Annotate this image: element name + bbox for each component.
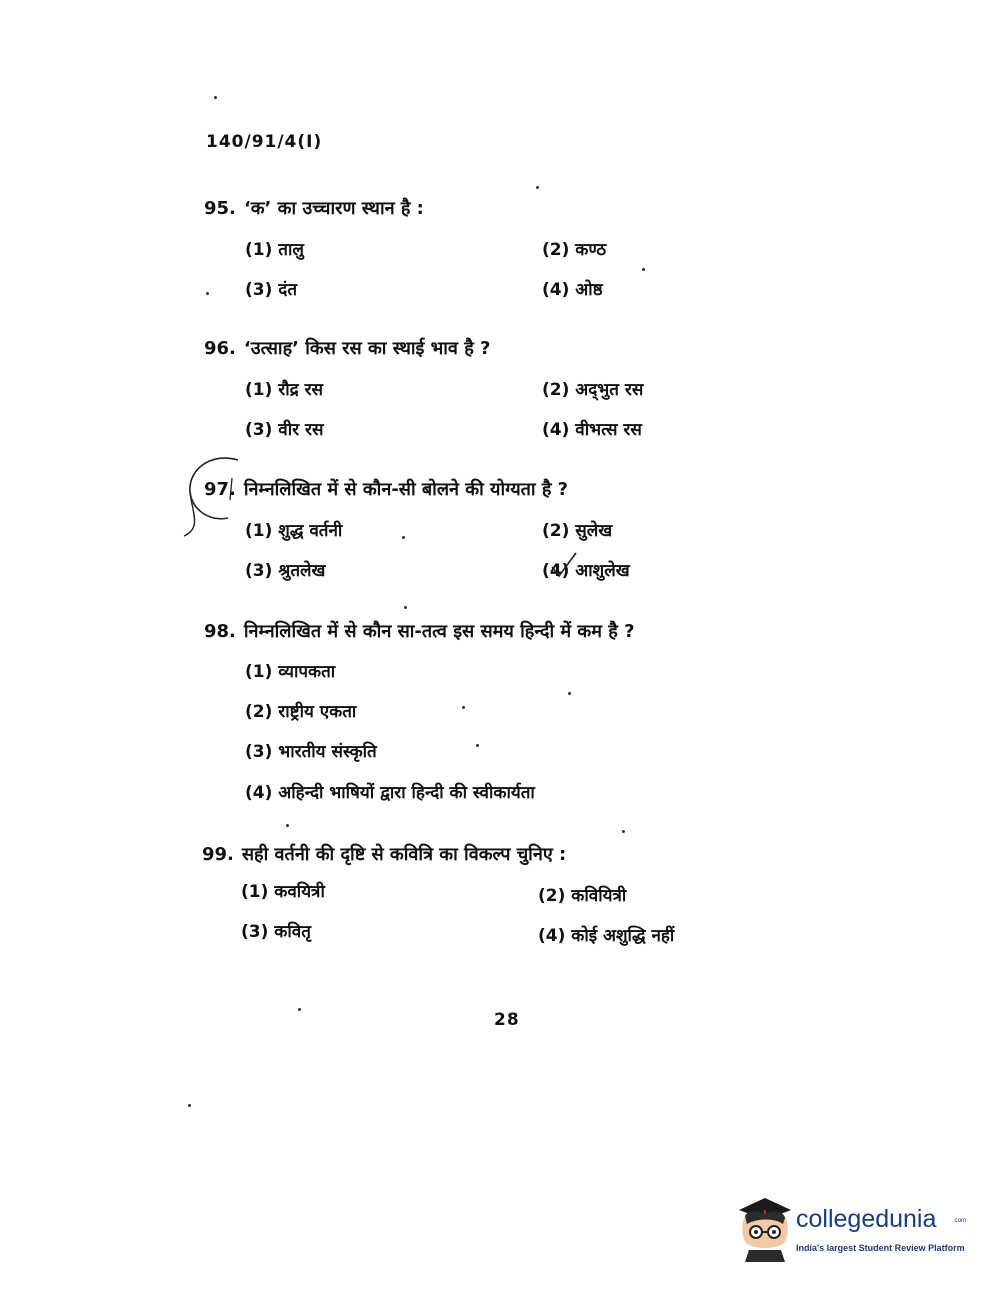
question-number: 97. [204, 479, 236, 500]
option-97-4: (4) आशुलेख [542, 561, 630, 581]
scan-speck [622, 830, 625, 833]
option-95-2: (2) कण्ठ [542, 240, 607, 260]
option-96-3: (3) वीर रस [245, 420, 324, 440]
question-number: 95. [204, 198, 236, 219]
option-96-1: (1) रौद्र रस [245, 380, 324, 400]
question-text: निम्नलिखित में से कौन-सी बोलने की योग्यता है ? [243, 479, 569, 500]
option-99-4: (4) कोई अशुद्धि नहीं [538, 926, 675, 946]
tick-mark-icon [550, 551, 580, 581]
paper-code: 140/91/4(I) [206, 132, 323, 152]
scan-speck [188, 1104, 191, 1107]
option-95-3: (3) दंत [245, 280, 298, 300]
option-98-1: (1) व्यापकता [245, 662, 336, 682]
question-text: निम्नलिखित में से कौन सा-तत्व इस समय हिन्दी में कम है ? [243, 621, 635, 642]
question-97 [204, 477, 568, 501]
scan-speck [462, 706, 465, 709]
option-99-1: (1) कवयित्री [241, 882, 325, 902]
page-number: 28 [494, 1010, 520, 1030]
scan-speck [402, 536, 405, 539]
option-99-2: (2) कवियित्री [538, 886, 627, 906]
scan-speck [568, 692, 571, 695]
scan-speck [214, 96, 217, 99]
option-98-2: (2) राष्ट्रीय एकता [245, 702, 357, 722]
option-98-3: (3) भारतीय संस्कृति [245, 742, 377, 762]
question-number: 99. [202, 844, 234, 865]
scan-speck [298, 1008, 301, 1011]
question-text: ‘उत्साह’ किस रस का स्थाई भाव है ? [243, 338, 491, 359]
scan-speck [286, 824, 289, 827]
option-97-3: (3) श्रुतलेख [245, 561, 326, 581]
question-number: 96. [204, 338, 236, 359]
option-98-4: (4) अहिन्दी भाषियों द्वारा हिन्दी की स्वीकार्यता [245, 783, 535, 803]
question-number: 98. [204, 621, 236, 642]
logo-suffix: .com [953, 1218, 967, 1224]
option-97-1: (1) शुद्ध वर्तनी [245, 521, 343, 541]
scan-speck [476, 744, 479, 747]
option-95-1: (1) तालु [245, 240, 304, 260]
option-96-4: (4) वीभत्स रस [542, 420, 642, 440]
logo-tagline: India's largest Student Review Platform [796, 1243, 965, 1253]
question-95 [204, 196, 424, 220]
option-99-3: (3) कवितृ [241, 922, 311, 942]
option-95-4: (4) ओष्ठ [542, 280, 603, 300]
scan-speck [206, 292, 209, 295]
question-96 [204, 336, 490, 360]
option-96-2: (2) अद्‌भुत रस [542, 380, 644, 400]
option-97-2: (2) सुलेख [542, 521, 613, 541]
logo-wordmark: collegedunia [796, 1205, 937, 1233]
scan-speck [536, 186, 539, 189]
question-text: ‘क’ का उच्चारण स्थान है : [243, 198, 424, 219]
collegedunia-mascot-icon [735, 1194, 795, 1264]
question-98 [204, 619, 635, 643]
scan-speck [642, 268, 645, 271]
question-99 [202, 842, 566, 866]
question-text: सही वर्तनी की दृष्टि से कवित्रि का विकल्प चुनिए : [241, 844, 567, 865]
scan-speck [404, 606, 407, 609]
